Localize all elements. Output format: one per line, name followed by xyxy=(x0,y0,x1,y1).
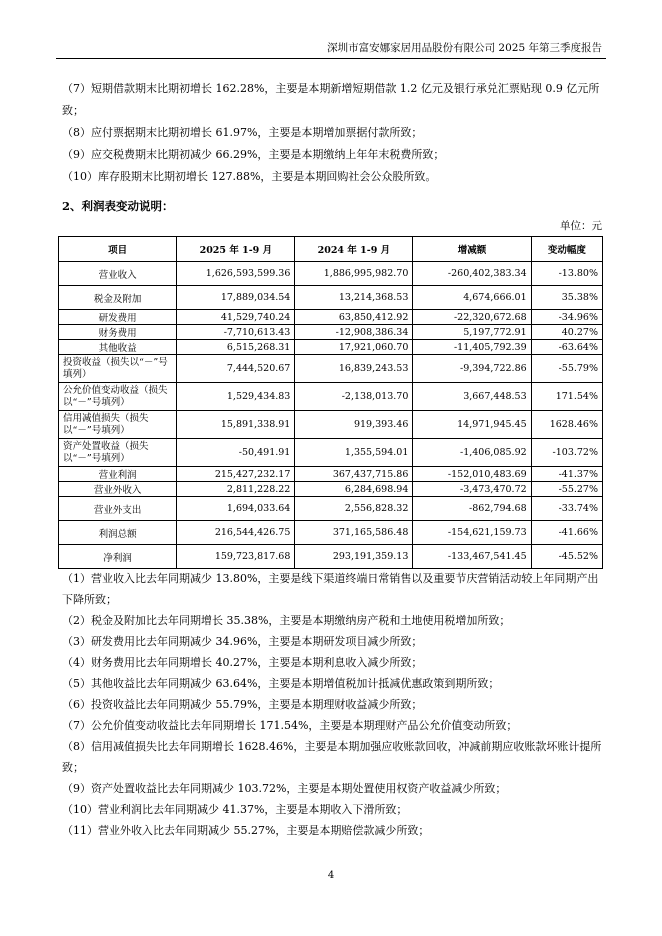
balance-note: （7）短期借款期末比期初增长 162.28%，主要是本期新增短期借款 1.2 亿元及银行承兑汇票贴现 0.9 亿元所致； xyxy=(62,82,600,117)
cell-2024: -2,138,013.70 xyxy=(295,383,413,411)
cell-2024: 1,886,995,982.70 xyxy=(295,262,413,286)
cell-change: 4,674,666.01 xyxy=(413,286,531,310)
cell-pct: -13.80% xyxy=(531,262,602,286)
cell-2024: 63,850,412.92 xyxy=(295,310,413,325)
header-rule xyxy=(56,58,606,59)
cell-change: -152,010,483.69 xyxy=(413,467,531,482)
cell-2024: -12,908,386.34 xyxy=(295,325,413,340)
cell-2025: -7,710,613.43 xyxy=(177,325,295,340)
header-2024: 2024 年 1-9 月 xyxy=(295,237,413,262)
cell-item: 利润总额 xyxy=(59,521,177,545)
income-note: （10）营业利润比去年同期减少 41.37%，主要是本期收入下滑所致； xyxy=(62,803,408,816)
cell-2024: 371,165,586.48 xyxy=(295,521,413,545)
cell-2024: 13,214,368.53 xyxy=(295,286,413,310)
table-header-row xyxy=(59,237,603,262)
cell-change: -22,320,672.68 xyxy=(413,310,531,325)
cell-2024: 1,355,594.01 xyxy=(295,439,413,467)
cell-pct: -41.37% xyxy=(531,467,602,482)
cell-pct: -41.66% xyxy=(531,521,602,545)
table-row xyxy=(59,262,603,286)
cell-item: 财务费用 xyxy=(59,325,177,340)
cell-item: 研发费用 xyxy=(59,310,177,325)
cell-item: 税金及附加 xyxy=(59,286,177,310)
cell-2024: 16,839,243.53 xyxy=(295,355,413,383)
cell-pct: -55.27% xyxy=(531,482,602,497)
cell-2025: 1,694,033.64 xyxy=(177,497,295,521)
header-item: 项目 xyxy=(59,237,177,262)
cell-item: 营业外支出 xyxy=(59,497,177,521)
balance-note: （10）库存股期末比期初增长 127.88%，主要是本期回购社会公众股所致。 xyxy=(62,170,437,183)
income-note: （9）资产处置收益比去年同期减少 103.72%，主要是本期处置使用权资产收益减少所致； xyxy=(62,782,507,795)
table-row xyxy=(59,439,603,467)
header-title: 深圳市富安娜家居用品股份有限公司 2025 年第三季度报告 xyxy=(327,42,602,54)
table-row xyxy=(59,355,603,383)
table-row xyxy=(59,286,603,310)
cell-pct: -33.74% xyxy=(531,497,602,521)
cell-pct: -55.79% xyxy=(531,355,602,383)
cell-2024: 6,284,698.94 xyxy=(295,482,413,497)
income-note: （1）营业收入比去年同期减少 13.80%，主要是线下渠道终端日常销售以及重要节庆营销活动较上年同期产出下降所致； xyxy=(62,572,599,606)
header-change: 增减额 xyxy=(413,237,531,262)
cell-change: -154,621,159.73 xyxy=(413,521,531,545)
income-note: （5）其他收益比去年同期减少 63.64%，主要是本期增值税加计抵减优惠政策到期所致； xyxy=(62,677,500,690)
table-row xyxy=(59,411,603,439)
cell-2025: 7,444,520.67 xyxy=(177,355,295,383)
cell-item: 营业收入 xyxy=(59,262,177,286)
cell-2024: 17,921,060.70 xyxy=(295,340,413,355)
cell-2025: 216,544,426.75 xyxy=(177,521,295,545)
cell-change: 5,197,772.91 xyxy=(413,325,531,340)
cell-pct: 40.27% xyxy=(531,325,602,340)
cell-2025: 159,723,817.68 xyxy=(177,545,295,569)
cell-change: -3,473,470.72 xyxy=(413,482,531,497)
cell-change: -9,394,722.86 xyxy=(413,355,531,383)
cell-2024: 2,556,828.32 xyxy=(295,497,413,521)
income-note: （4）财务费用比去年同期增长 40.27%，主要是本期利息收入减少所致； xyxy=(62,656,423,669)
cell-2024: 919,393.46 xyxy=(295,411,413,439)
cell-change: -862,794.68 xyxy=(413,497,531,521)
table-row xyxy=(59,310,603,325)
cell-2025: 15,891,338.91 xyxy=(177,411,295,439)
table-row xyxy=(59,545,603,569)
cell-pct: 171.54% xyxy=(531,383,602,411)
cell-item: 营业利润 xyxy=(59,467,177,482)
income-change-table xyxy=(58,236,603,569)
table-row xyxy=(59,521,603,545)
cell-2025: 1,626,593,599.36 xyxy=(177,262,295,286)
unit-label: 单位：元 xyxy=(560,220,602,232)
balance-note: （9）应交税费期末比期初减少 66.29%，主要是本期缴纳上年年末税费所致； xyxy=(62,148,445,161)
cell-pct: -63.64% xyxy=(531,340,602,355)
income-note: （7）公允价值变动收益比去年同期增长 171.54%，主要是本期理财产品公允价值变动所致； xyxy=(62,719,518,732)
cell-2025: -50,491.91 xyxy=(177,439,295,467)
cell-item: 营业外收入 xyxy=(59,482,177,497)
income-note: （11）营业外收入比去年同期减少 55.27%，主要是本期赔偿款减少所致； xyxy=(62,824,430,837)
cell-2024: 367,437,715.86 xyxy=(295,467,413,482)
income-note: （3）研发费用比去年同期减少 34.96%，主要是本期研发项目减少所致； xyxy=(62,635,423,648)
cell-pct: 1628.46% xyxy=(531,411,602,439)
cell-item: 公允价值变动收益（损失以“－”号填列） xyxy=(59,383,177,411)
cell-item: 资产处置收益（损失以“－”号填列） xyxy=(59,439,177,467)
income-note: （6）投资收益比去年同期减少 55.79%，主要是本期理财收益减少所致； xyxy=(62,698,423,711)
cell-change: 14,971,945.45 xyxy=(413,411,531,439)
cell-pct: -34.96% xyxy=(531,310,602,325)
cell-2025: 41,529,740.24 xyxy=(177,310,295,325)
table-row xyxy=(59,482,603,497)
cell-2025: 1,529,434.83 xyxy=(177,383,295,411)
header-pct: 变动幅度 xyxy=(531,237,602,262)
cell-2025: 6,515,268.31 xyxy=(177,340,295,355)
cell-pct: -103.72% xyxy=(531,439,602,467)
table-row xyxy=(59,325,603,340)
table-row xyxy=(59,340,603,355)
cell-change: -1,406,085.92 xyxy=(413,439,531,467)
cell-2025: 2,811,228.22 xyxy=(177,482,295,497)
cell-item: 其他收益 xyxy=(59,340,177,355)
cell-change: -133,467,541.45 xyxy=(413,545,531,569)
cell-2025: 215,427,232.17 xyxy=(177,467,295,482)
header-2025: 2025 年 1-9 月 xyxy=(177,237,295,262)
income-note: （8）信用减值损失比去年同期增长 1628.46%，主要是本期加强应收账款回收，冲减前期应收账款坏账计提所致； xyxy=(62,740,602,774)
cell-pct: -45.52% xyxy=(531,545,602,569)
cell-pct: 35.38% xyxy=(531,286,602,310)
table-row xyxy=(59,467,603,482)
page-number: 4 xyxy=(327,870,335,881)
table-row xyxy=(59,383,603,411)
cell-change: -11,405,792.39 xyxy=(413,340,531,355)
cell-change: -260,402,383.34 xyxy=(413,262,531,286)
section-title: 2、利润表变动说明： xyxy=(62,199,174,213)
income-note: （2）税金及附加比去年同期增长 35.38%，主要是本期缴纳房产税和土地使用税增加所致； xyxy=(62,614,511,627)
cell-2025: 17,889,034.54 xyxy=(177,286,295,310)
balance-note: （8）应付票据期末比期初增长 61.97%，主要是本期增加票据付款所致； xyxy=(62,126,423,139)
table-row xyxy=(59,497,603,521)
cell-item: 投资收益（损失以“－”号填列） xyxy=(59,355,177,383)
cell-item: 信用减值损失（损失以“－”号填列） xyxy=(59,411,177,439)
cell-change: 3,667,448.53 xyxy=(413,383,531,411)
cell-2024: 293,191,359.13 xyxy=(295,545,413,569)
cell-item: 净利润 xyxy=(59,545,177,569)
